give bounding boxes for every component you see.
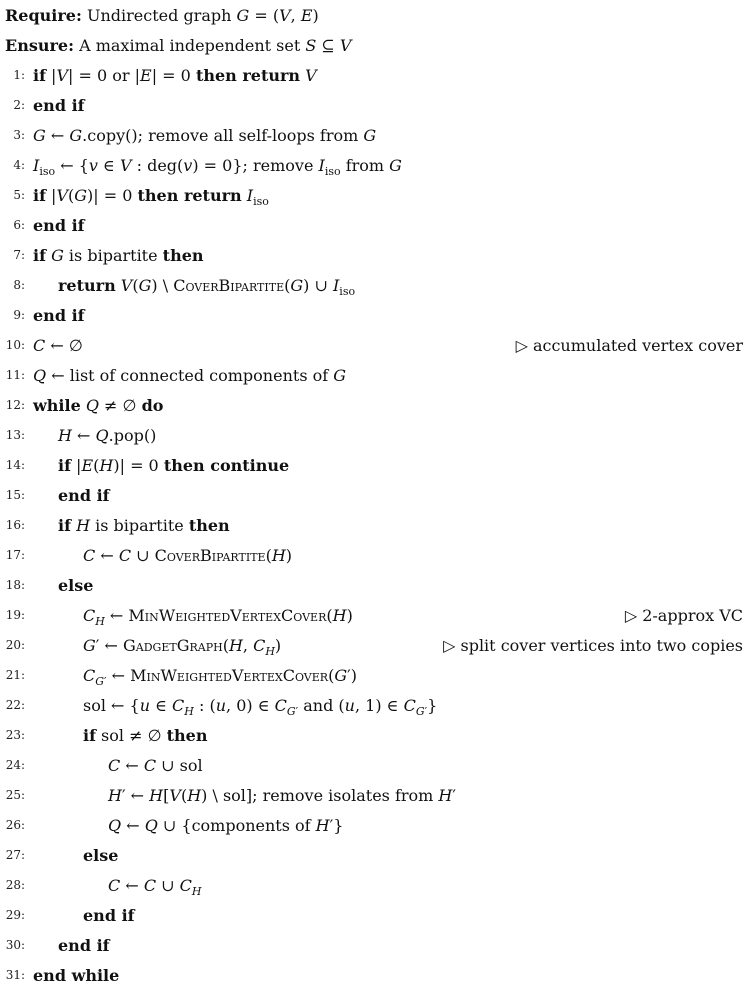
line-number: 11: [5, 368, 25, 382]
line-number: 21: [5, 668, 25, 682]
line-code: G′ ← GadgetGraph(H, $C_H$) [83, 635, 282, 658]
algorithm-line-1 [0, 64, 743, 86]
algorithm-line-18 [0, 574, 743, 596]
algorithm-line-6 [0, 214, 743, 236]
line-code: end while [33, 965, 120, 985]
line-number: 29: [5, 908, 25, 922]
line-code: if G is bipartite then [33, 245, 204, 265]
line-number: 13: [5, 428, 25, 442]
line-number: 30: [5, 938, 25, 952]
algorithm-line-2 [0, 94, 743, 116]
algorithm-line-7 [0, 244, 743, 266]
line-number: 17: [5, 548, 25, 562]
line-code: $C_H$ ← MinWeightedVertexCover(H) [83, 605, 353, 628]
algorithm-line-30 [0, 934, 743, 956]
line-code: Q ← list of connected components of G [33, 365, 347, 385]
line-code: end if [83, 905, 135, 925]
line-number: 1: [13, 68, 25, 82]
line-code: C ← C ∪ CoverBipartite(H) [83, 545, 293, 565]
algorithm-line-14 [0, 454, 743, 476]
line-number: 19: [5, 608, 25, 622]
line-number: 22: [5, 698, 25, 712]
line-code: $I_{iso}$ ← {v ∈ V : deg(v) = 0}; remove $I_{iso}$ from G [33, 155, 402, 178]
require-text: Undirected graph G = (V, E) [86, 5, 319, 25]
algorithm-line-4 [0, 154, 743, 176]
algorithm-line-26 [0, 814, 743, 836]
line-number: 15: [5, 488, 25, 502]
line-code: if |E(H)| = 0 then continue [58, 455, 290, 475]
line-code: Q ← Q ∪ {components of H′} [108, 815, 344, 835]
algorithm-line-12 [0, 394, 743, 416]
line-code: return V(G) \ CoverBipartite(G) ∪ $I_{iso}$ [58, 275, 356, 298]
algorithm-line-17 [0, 544, 743, 566]
line-code: if |V(G)| = 0 then return $I_{iso}$ [33, 185, 269, 208]
algorithm-line-20 [0, 634, 743, 656]
line-number: 31: [5, 968, 25, 982]
require-line [0, 4, 743, 26]
line-code: C ← C ∪ sol [108, 755, 203, 775]
line-comment: ▷ 2-approx VC [624, 605, 743, 625]
line-code: end if [33, 305, 85, 325]
line-number: 8: [13, 278, 25, 292]
algorithm-line-8 [0, 274, 743, 296]
line-code: end if [58, 485, 110, 505]
algorithm-line-9 [0, 304, 743, 326]
algorithm-line-22 [0, 694, 743, 716]
line-number: 24: [5, 758, 25, 772]
algorithm-line-31 [0, 964, 743, 986]
line-number: 9: [13, 308, 25, 322]
line-number: 4: [13, 158, 25, 172]
line-code: sol ← {u ∈ $C_H$ : (u, 0) ∈ $C_{G'}$ and (u, 1) ∈ $C_{G'}$} [83, 695, 438, 718]
algorithm-line-29 [0, 904, 743, 926]
line-code: else [83, 845, 119, 865]
line-number: 16: [5, 518, 25, 532]
line-code: end if [58, 935, 110, 955]
line-number: 10: [5, 338, 25, 352]
line-number: 3: [13, 128, 25, 142]
line-code: end if [33, 215, 85, 235]
algorithm-line-10 [0, 334, 743, 356]
line-number: 2: [13, 98, 25, 112]
algorithm-line-24 [0, 754, 743, 776]
line-number: 27: [5, 848, 25, 862]
line-comment: ▷ accumulated vertex cover [515, 335, 743, 355]
line-number: 14: [5, 458, 25, 472]
line-code: C ← C ∪ $C_H$ [108, 875, 202, 898]
ensure-line [0, 34, 743, 56]
line-code: else [58, 575, 94, 595]
algorithm-line-13 [0, 424, 743, 446]
line-number: 25: [5, 788, 25, 802]
line-code: while Q ≠ ∅ do [33, 395, 164, 415]
line-number: 20: [5, 638, 25, 652]
line-code: if sol ≠ ∅ then [83, 725, 208, 745]
line-code: if H is bipartite then [58, 515, 230, 535]
algorithm-line-15 [0, 484, 743, 506]
line-code: H′ ← H[V(H) \ sol]; remove isolates from H′ [108, 785, 457, 805]
require-label: Require: [5, 5, 82, 25]
algorithm-line-23 [0, 724, 743, 746]
line-number: 28: [5, 878, 25, 892]
algorithm-line-3 [0, 124, 743, 146]
ensure-label: Ensure: [5, 35, 74, 55]
line-number: 18: [5, 578, 25, 592]
line-number: 6: [13, 218, 25, 232]
algorithm-line-28 [0, 874, 743, 896]
line-comment: ▷ split cover vertices into two copies [443, 635, 743, 655]
algorithm-line-21 [0, 664, 743, 686]
line-number: 12: [5, 398, 25, 412]
line-code: C ← ∅ [33, 335, 83, 355]
algorithm-line-19 [0, 604, 743, 626]
line-number: 7: [13, 248, 25, 262]
ensure-text: A maximal independent set S ⊆ V [79, 35, 352, 55]
line-number: 26: [5, 818, 25, 832]
algorithm-line-27 [0, 844, 743, 866]
line-code: $C_{G'}$ ← MinWeightedVertexCover(G′) [83, 665, 357, 688]
line-code: end if [33, 95, 85, 115]
algorithm-line-25 [0, 784, 743, 806]
line-code: H ← Q.pop() [58, 425, 157, 445]
line-code: if |V| = 0 or |E| = 0 then return V [33, 65, 317, 85]
algorithm-line-5 [0, 184, 743, 206]
algorithm-line-16 [0, 514, 743, 536]
line-code: G ← G.copy(); remove all self-loops from G [33, 125, 377, 145]
line-number: 23: [5, 728, 25, 742]
line-number: 5: [13, 188, 25, 202]
algorithm-line-11 [0, 364, 743, 386]
